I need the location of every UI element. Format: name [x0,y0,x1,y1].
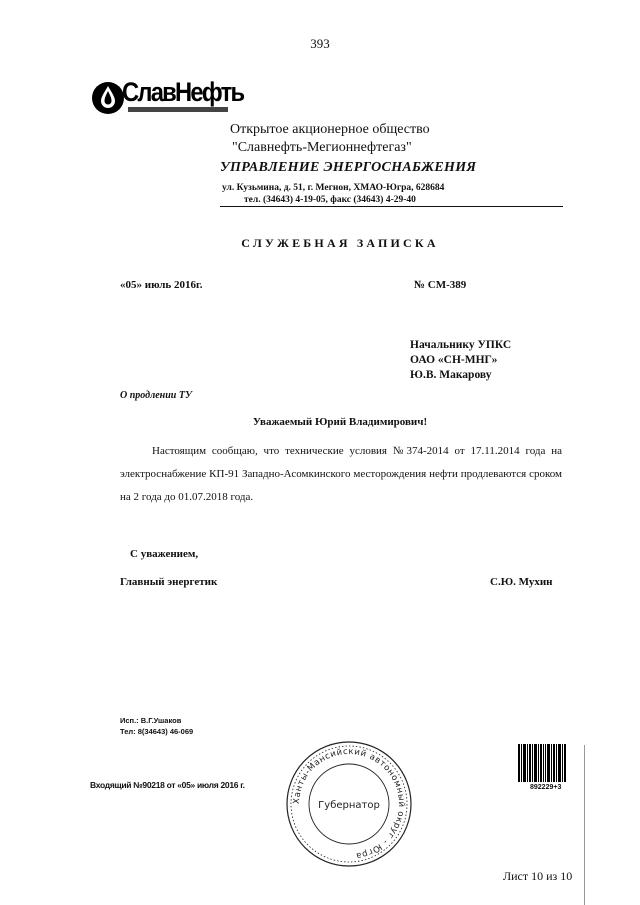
document-title: СЛУЖЕБНАЯ ЗАПИСКА [241,236,439,250]
document-number: № СМ-389 [414,279,467,291]
page-number: 393 [310,36,330,51]
org-name-line2: "Славнефть-Мегионнефтегаз" [232,140,412,155]
addressee-line: Начальнику УПКС [410,339,512,351]
logo-underline [128,107,228,112]
body-paragraph: Настоящим сообщаю, что технические условия №374-2014 от 17.11.2014 года на электроснабжение КП-91 Западно-Асомкинского месторождения нефти продлеваются сроком на 2 года до 01.07.2018 года. [120,445,562,503]
header-divider [220,206,563,207]
sheet-counter: Лист 10 из 10 [503,869,573,883]
signatory-title: Главный энергетик [120,576,218,588]
barcode-number: 892229+3 [530,784,562,791]
addressee-line: ОАО «СН-МНГ» [410,354,498,366]
seal-center-text: Губернатор [318,800,380,811]
phone-line: тел. (34643) 4-19-05, факс (34643) 4-29-40 [244,195,416,205]
addressee-block [410,338,511,383]
scan-margin-line [584,745,585,905]
incoming-registration-stamp: Входящий №90218 от «05» июля 2016 г. [90,780,245,790]
seal-ring-text: Ханты-Мансийский автономный округ - Югра [291,746,407,861]
signatory-name: С.Ю. Мухин [490,576,553,588]
barcode [518,744,566,782]
body-text [120,440,562,509]
executor-name: Исп.: В.Г.Ушаков [120,716,182,725]
address-line: ул. Кузьмина, д. 51, г. Мегион, ХМАО-Югра, 628684 [222,183,445,193]
salutation: Уважаемый Юрий Владимирович! [252,416,428,428]
org-name-line1: Открытое акционерное общество [230,122,430,137]
logo-wordmark: СлавНефть [122,77,244,107]
official-seal [283,738,415,870]
subject-line: О продлении ТУ [120,390,192,401]
company-logo [88,74,244,118]
barcode-bars [518,744,566,782]
seal-graphic [283,738,415,870]
department-name: УПРАВЛЕНИЕ ЭНЕРГОСНАБЖЕНИЯ [220,160,477,175]
addressee-line: Ю.В. Макарову [410,369,492,381]
executor-phone: Тел: 8(34643) 46-069 [120,727,194,736]
document-date: «05» июль 2016г. [120,279,203,291]
closing-regards: С уважением, [130,548,199,560]
